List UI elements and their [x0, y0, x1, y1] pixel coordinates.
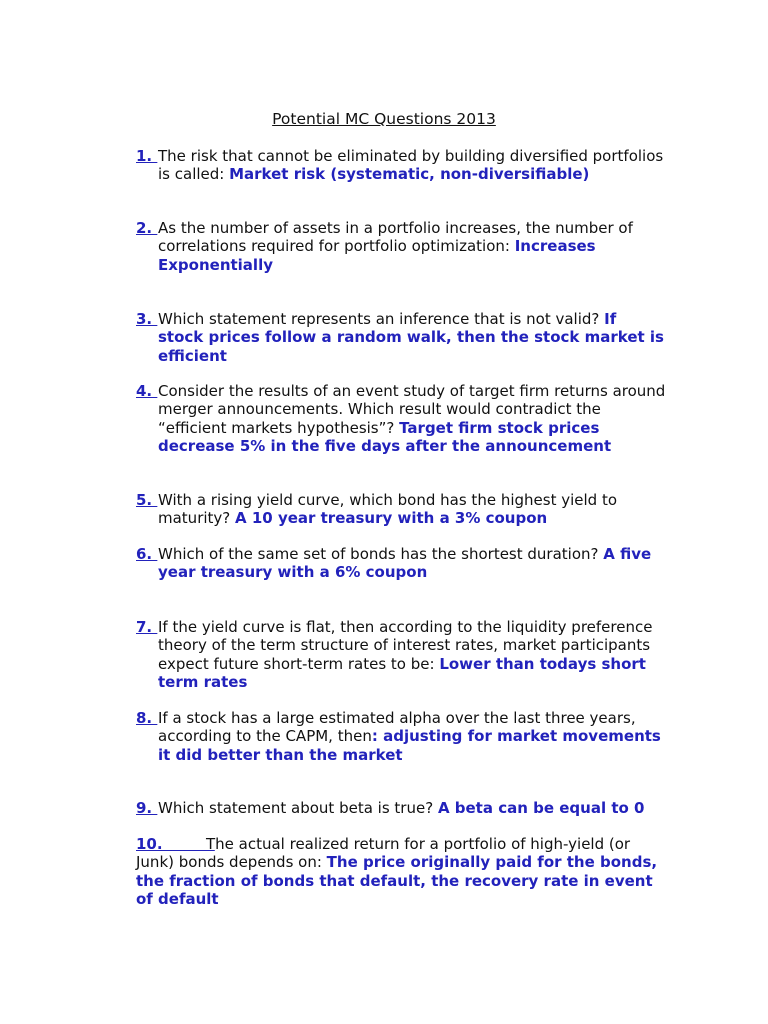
question-body: [136, 799, 666, 817]
question-answer: A 10 year treasury with a 3% coupon: [235, 509, 548, 528]
question-number: 4.: [136, 382, 158, 400]
question-answer: If stock prices follow a random walk, then the stock market is efficient: [158, 310, 664, 365]
question-prompt: Which statement about beta is true?: [158, 799, 438, 817]
question-number: 2.: [136, 219, 158, 237]
question-9: [136, 799, 666, 817]
question-body: [136, 835, 666, 908]
question-7: [136, 618, 666, 691]
question-prompt: If a stock has a large estimated alpha over the last three years, according to the CAPM, then: [158, 709, 636, 746]
question-1: [136, 147, 666, 184]
question-body: [136, 382, 666, 455]
question-answer: A five year treasury with a 6% coupon: [158, 545, 652, 582]
question-prompt: Consider the results of an event study of target firm returns around merger announcements. Which result would contradict the “efficient markets hypothesis”?: [158, 382, 666, 437]
question-number: 5.: [136, 491, 158, 509]
question-prompt: Which of the same set of bonds has the shortest duration?: [158, 545, 604, 563]
question-4: [136, 382, 666, 455]
question-number: 9.: [136, 799, 158, 817]
question-answer: A beta can be equal to 0: [437, 799, 645, 817]
question-prompt: If the yield curve is flat, then according to the liquidity preference theory of the term structure of interest rates, market participants expect future short-term rates to be:: [158, 618, 653, 673]
question-3: [136, 310, 666, 365]
question-body: [136, 147, 666, 184]
question-body: [136, 545, 666, 582]
question-answer: Increases Exponentially: [158, 237, 596, 274]
question-number: 6.: [136, 545, 158, 563]
document-title: Potential MC Questions 2013: [272, 110, 496, 128]
question-10: [136, 835, 666, 908]
question-answer: The price originally paid for the bonds, the fraction of bonds that default, the recovery rate in event of default: [136, 853, 658, 908]
question-2: [136, 219, 666, 274]
question-6: [136, 545, 666, 582]
question-number: 7.: [136, 618, 158, 636]
question-body: [136, 618, 666, 691]
question-body: [136, 219, 666, 274]
question-number: 8.: [136, 709, 158, 727]
question-prompt: Which statement represents an inference that is not valid?: [158, 310, 605, 328]
question-prompt: The risk that cannot be eliminated by building diversified portfolios is called:: [158, 147, 664, 184]
question-answer: Lower than todays short term rates: [158, 654, 646, 691]
question-prompt: As the number of assets in a portfolio increases, the number of correlations required for portfolio optimization:: [158, 219, 633, 256]
question-answer: Target firm stock prices decrease 5% in the five days after the announcement: [158, 418, 612, 455]
question-5: [136, 491, 666, 528]
question-answer: : adjusting for market movements it did better than the market: [158, 727, 661, 764]
question-body: [136, 491, 666, 528]
question-prompt: With a rising yield curve, which bond has the highest yield to maturity?: [158, 491, 618, 528]
question-prompt: The actual realized return for a portfolio of high-yield (or Junk) bonds depends on:: [136, 835, 631, 872]
question-8: [136, 709, 666, 764]
question-body: [136, 709, 666, 764]
question-answer: Market risk (systematic, non-diversifiable): [229, 165, 590, 184]
question-number: 10.: [136, 835, 215, 853]
question-number: 1.: [136, 147, 158, 165]
question-body: [136, 310, 666, 365]
question-number: 3.: [136, 310, 158, 328]
